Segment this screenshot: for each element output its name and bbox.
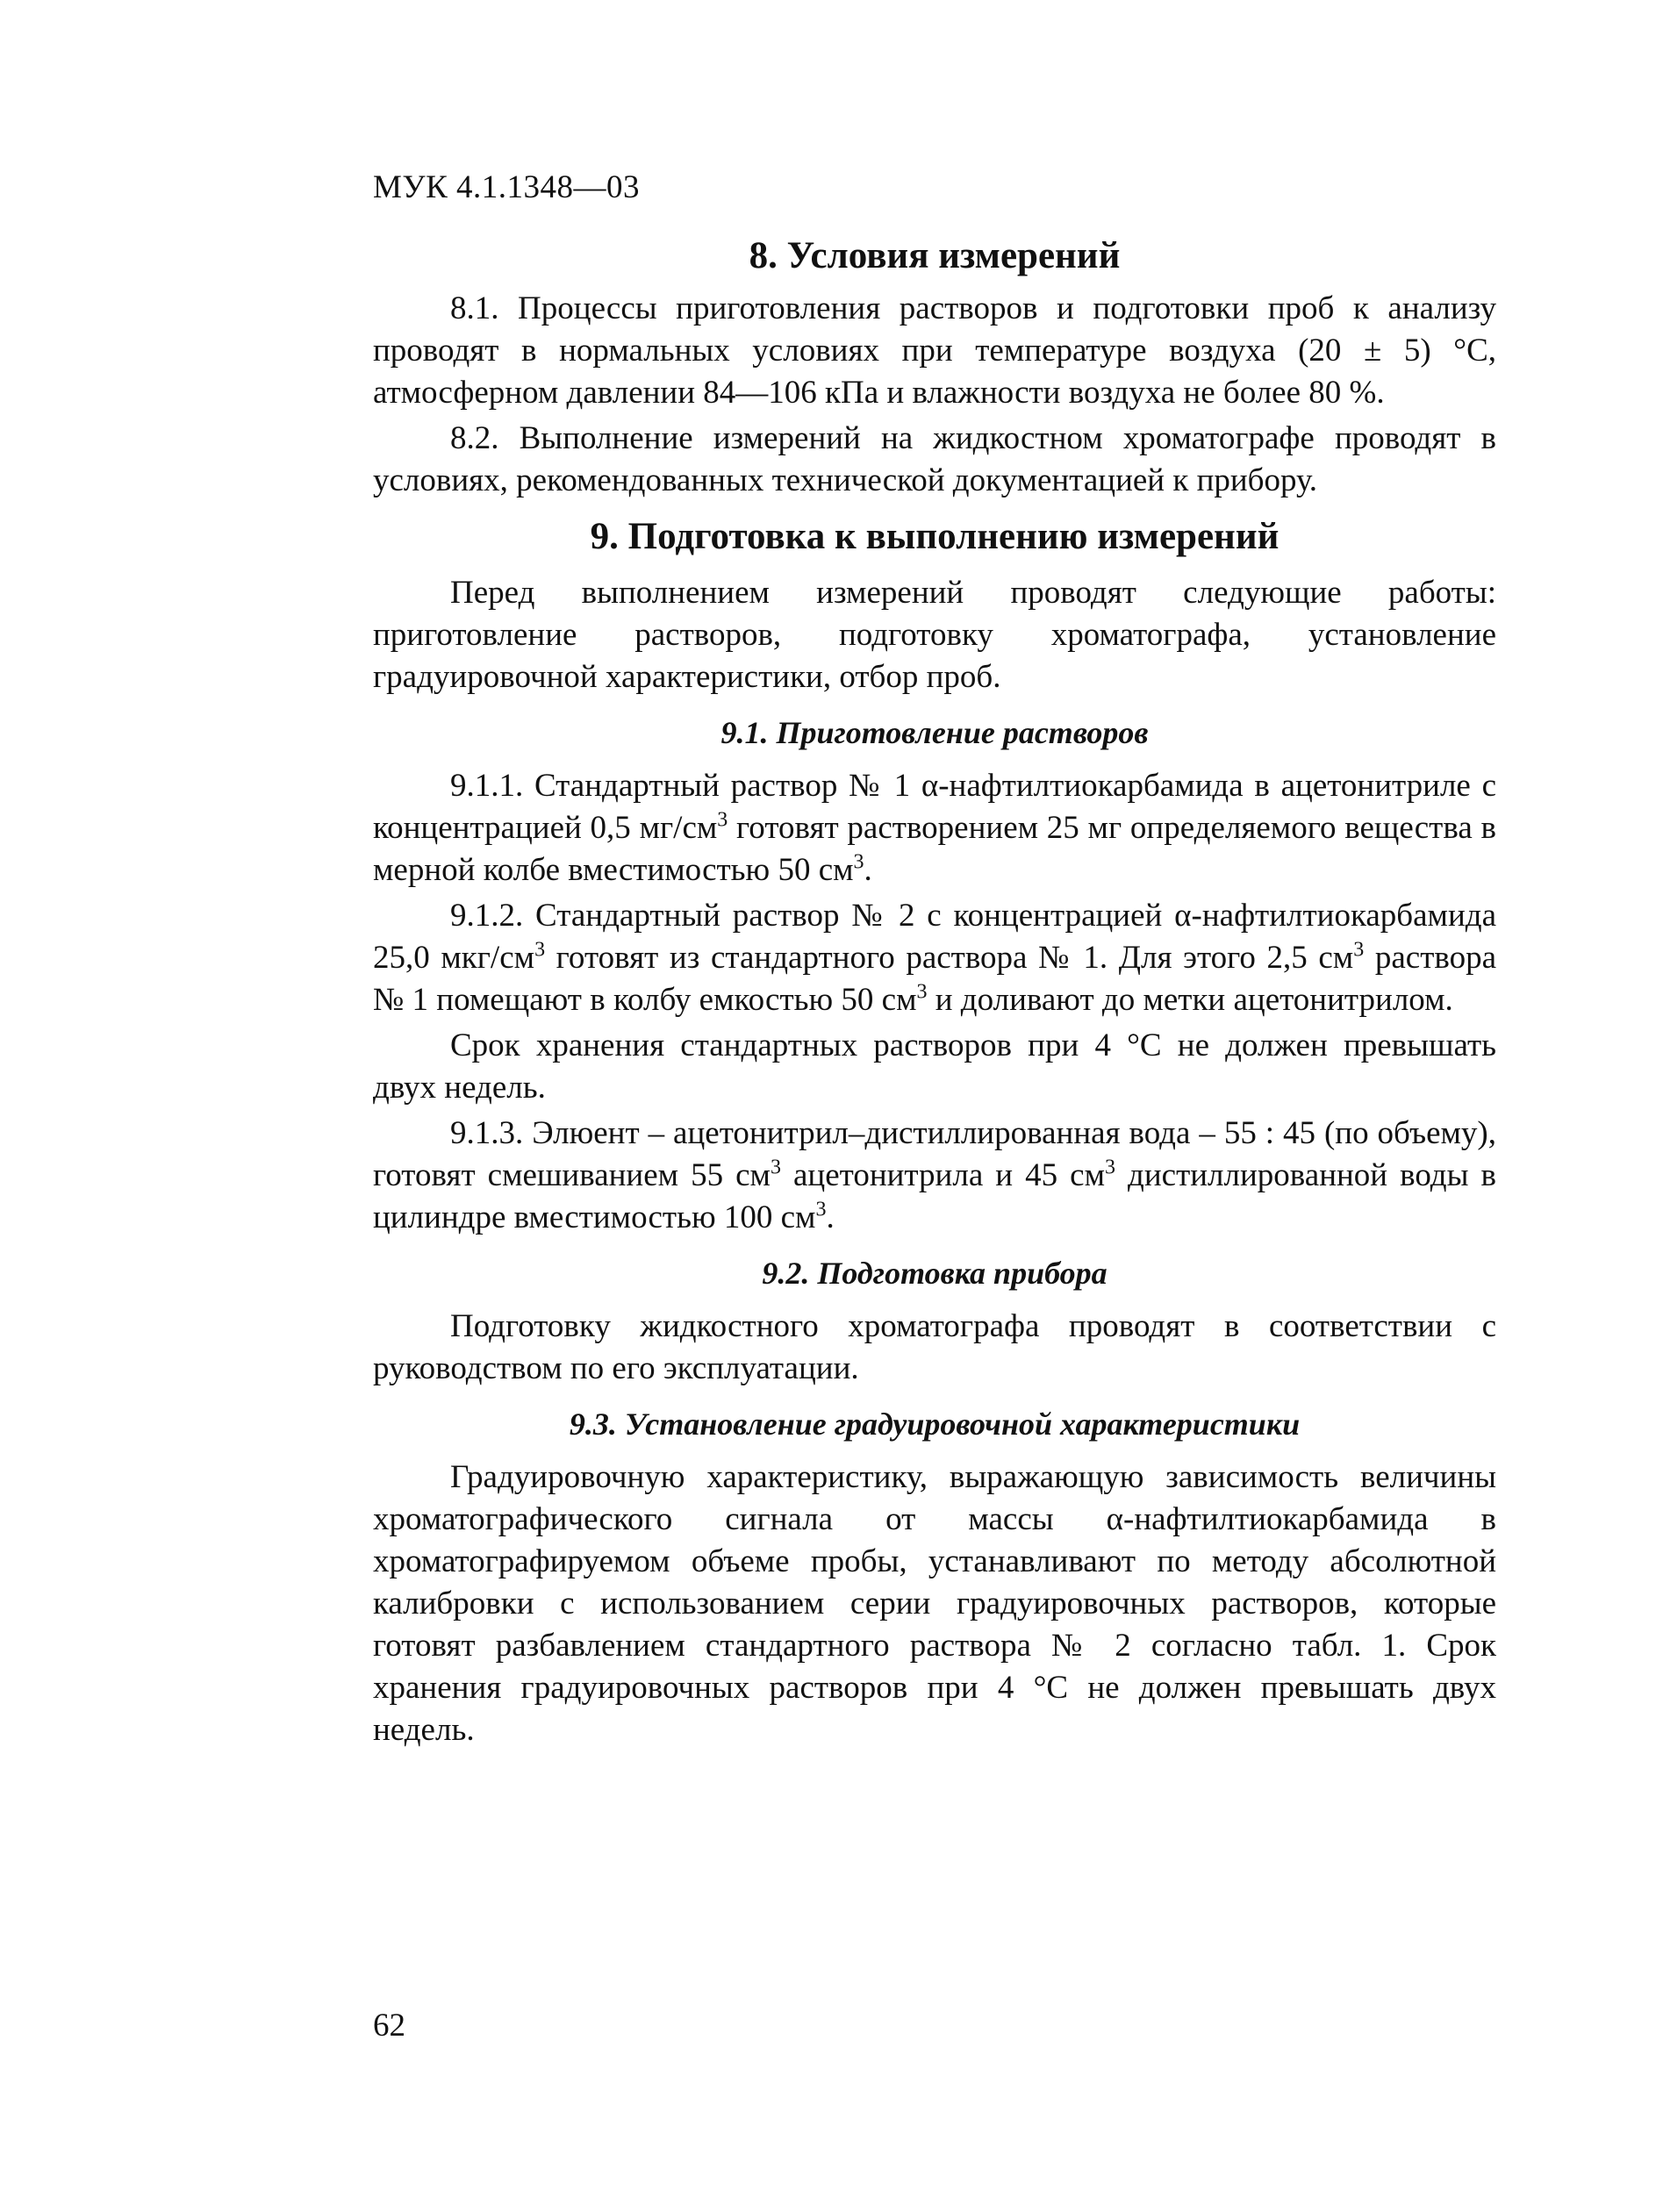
- superscript: 3: [770, 1156, 781, 1179]
- superscript: 3: [916, 980, 928, 1004]
- paragraph-8-2: 8.2. Выполнение измерений на жидкостном хроматографе проводят в условиях, рекомендованных технической документацией к прибору.: [373, 420, 1496, 498]
- text-run: дистиллированной воды в цилиндре вместимостью 100 см: [373, 1157, 1496, 1235]
- text-run: готовят растворением 25 мг определяемого вещества в мерной колбе вместимостью 50 см: [373, 810, 1496, 888]
- paragraph-9-2: Подготовку жидкостного хроматографа проводят в соответствии с руководством по его эксплуатации.: [373, 1308, 1496, 1386]
- superscript: 3: [1353, 938, 1365, 962]
- superscript: 3: [534, 938, 546, 962]
- section-9-title: 9. Подготовка к выполнению измерений: [590, 516, 1280, 557]
- superscript: 3: [853, 850, 864, 874]
- superscript: 3: [815, 1198, 827, 1221]
- text-run: и доливают до метки ацетонитрилом.: [927, 982, 1453, 1018]
- text-run: 9.1.2. Стандартный раствор № 2 с концентрацией α-нафтилтиокарбамида 25,0 мкг/см: [373, 898, 1496, 976]
- document-page: [373, 167, 1496, 1751]
- paragraph-9-intro: Перед выполнением измерений проводят следующие работы: приготовление растворов, подготовку хроматографа, установление градуировочной характеристики, отбор проб.: [373, 575, 1496, 695]
- paragraph-9-3: Градуировочную характеристику, выражающую зависимость величины хроматографического сигнала от массы α-нафтилтиокарбамида в хроматографируемом объеме пробы, устанавливают по методу абсолютной калибровки с использованием серии градуировочных растворов, которые готовят разбавлением стандартного раствора № 2 согласно табл. 1. Срок хранения градуировочных растворов при 4 °С не должен превышать двух недель.: [373, 1459, 1496, 1748]
- superscript: 3: [717, 808, 728, 832]
- paragraph-9-1-2: [373, 895, 1496, 1021]
- text-run: .: [864, 852, 872, 888]
- subsection-9-2-title: 9.2. Подготовка прибора: [762, 1256, 1107, 1291]
- subsection-9-3-title: 9.3. Установление градуировочной характеристики: [569, 1407, 1301, 1442]
- superscript: 3: [1105, 1156, 1115, 1179]
- document-header: МУК 4.1.1348—03: [373, 169, 641, 205]
- text-run: готовят из стандартного раствора № 1. Для этого 2,5 см: [545, 940, 1354, 976]
- paragraph-9-1-3: [373, 1113, 1496, 1239]
- paragraph-storage: Срок хранения стандартных растворов при 4 °С не должен превышать двух недель.: [373, 1027, 1496, 1106]
- text-run: 9.1.1. Стандартный раствор № 1 α-нафтилтиокарбамида в ацетонитриле с концентрацией 0,5 мг/см: [373, 768, 1496, 846]
- section-8-title: 8. Условия измерений: [749, 235, 1121, 276]
- paragraph-9-1-1: [373, 765, 1496, 891]
- text-run: .: [826, 1199, 835, 1235]
- subsection-9-1-title: 9.1. Приготовление растворов: [720, 715, 1149, 750]
- paragraph-8-1: 8.1. Процессы приготовления растворов и подготовки проб к анализу проводят в нормальных условиях при температуре воздуха (20 ± 5) °С, атмосферном давлении 84—106 кПа и влажности воздуха не более 80 %.: [373, 290, 1496, 411]
- text-run: 9.1.3. Элюент – ацетонитрил–дистиллированная вода – 55 : 45 (по объему), готовят смешиванием 55 см: [373, 1115, 1496, 1193]
- page-number: 62: [373, 2008, 405, 2044]
- text-run: ацетонитрила и 45 см: [780, 1157, 1105, 1193]
- text-run: раствора № 1 помещают в колбу емкостью 50 см: [373, 940, 1497, 1018]
